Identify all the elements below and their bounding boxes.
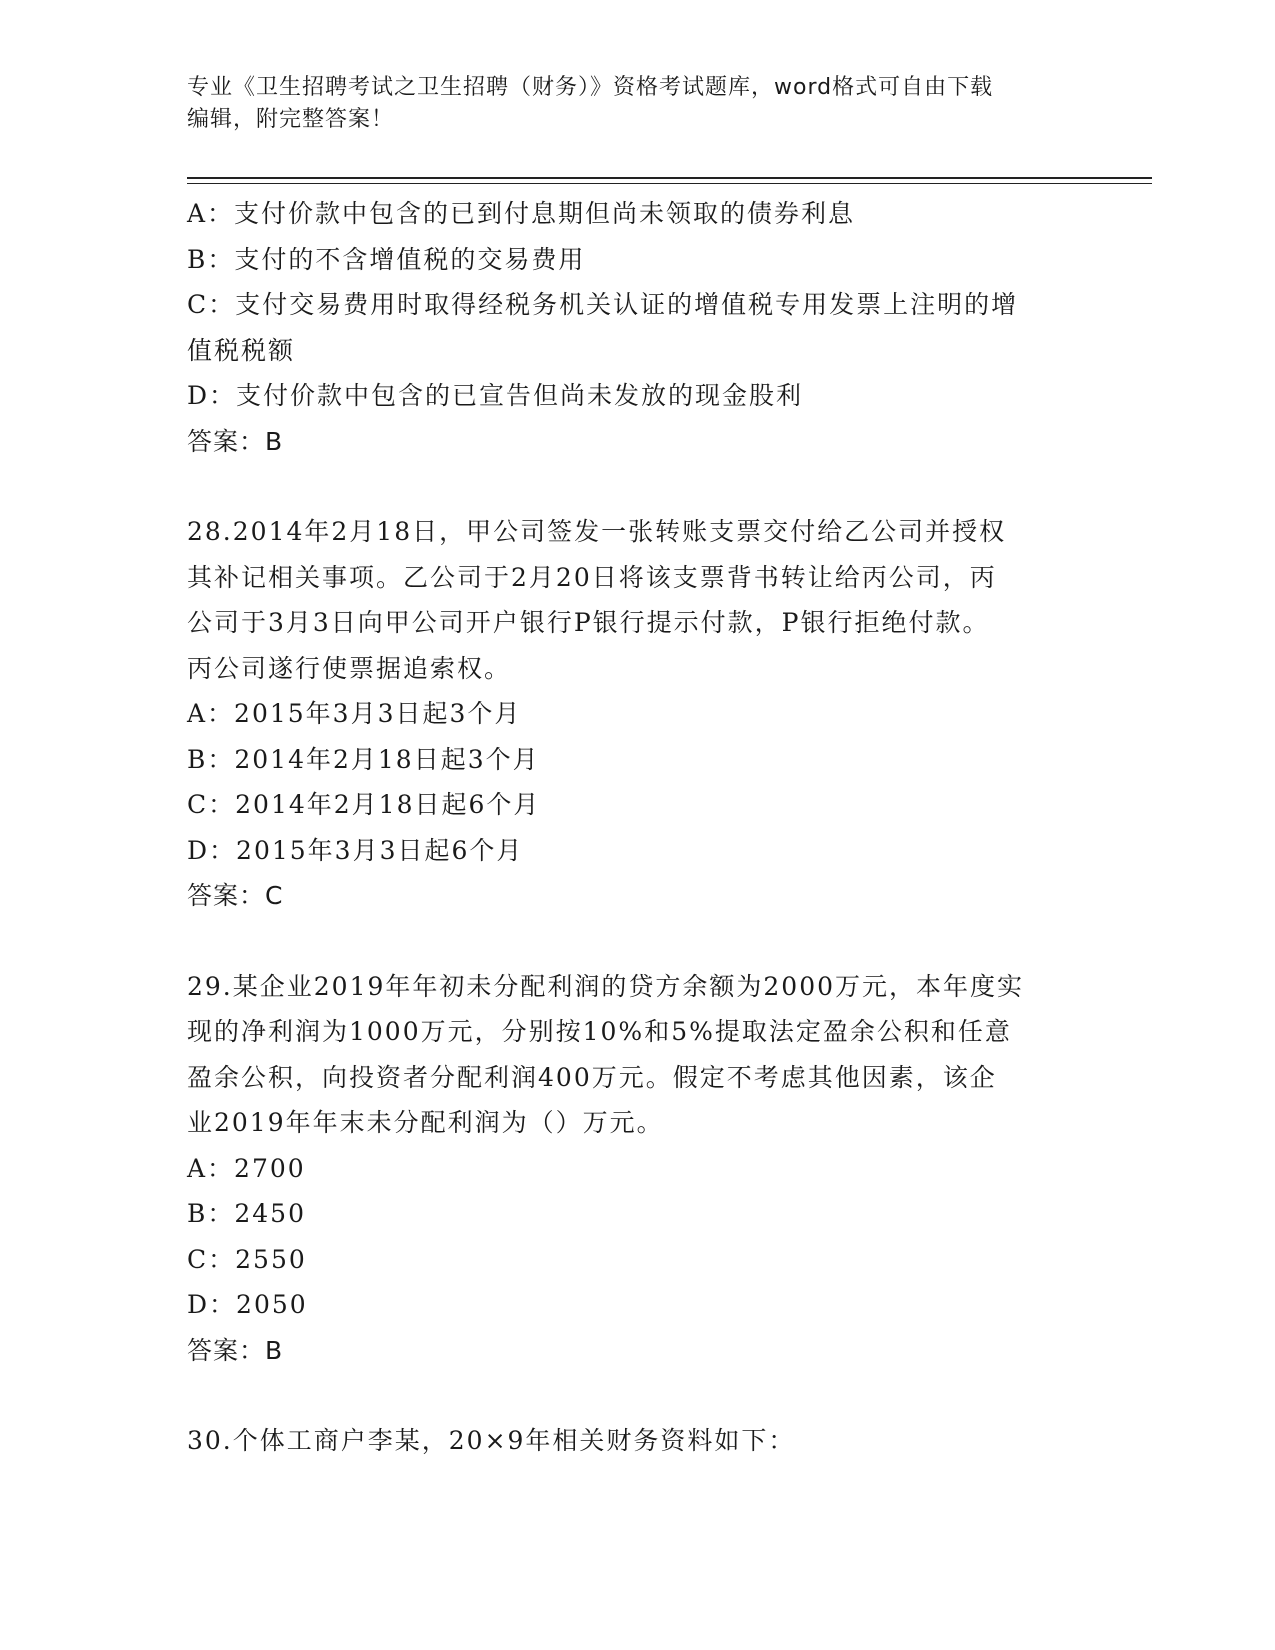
- question-stem-line: 其补记相关事项。乙公司于2月20日将该支票背书转让给丙公司，丙: [187, 562, 997, 592]
- answer-27: 答案：B: [187, 426, 284, 456]
- answer-28: 答案：C: [187, 881, 284, 910]
- document-header: [187, 72, 1087, 136]
- spacer: [187, 464, 1087, 509]
- question-27: [187, 191, 1087, 464]
- option-c: C：2014年2月18日起6个月: [187, 790, 541, 819]
- option-d: D：支付价款中包含的已宣告但尚未发放的现金股利: [187, 381, 804, 410]
- option-d: D：2050: [187, 1290, 308, 1319]
- spacer: [187, 1373, 1087, 1418]
- question-28: [187, 509, 1087, 919]
- question-stem-line: 公司于3月3日向甲公司开户银行P银行提示付款，P银行拒绝付款。: [187, 608, 990, 637]
- option-a: A：2700: [187, 1153, 306, 1183]
- option-c-line-1: C：支付交易费用时取得经税务机关认证的增值税专用发票上注明的增: [187, 290, 1019, 319]
- option-a: A：2015年3月3日起3个月: [187, 699, 522, 728]
- question-stem-line: 业2019年年末未分配利润为（）万元。: [187, 1108, 664, 1137]
- answer-29: 答案：B: [187, 1335, 284, 1365]
- option-b: B：2014年2月18日起3个月: [187, 744, 540, 774]
- question-30: [187, 1418, 1087, 1464]
- option-b: B：2450: [187, 1199, 306, 1228]
- header-line-2: 编辑，附完整答案！: [187, 107, 395, 132]
- question-stem-line: 30.个体工商户李某，20×9年相关财务资料如下：: [187, 1426, 796, 1455]
- option-d: D：2015年3月3日起6个月: [187, 835, 524, 865]
- option-c-line-2: 值税税额: [187, 335, 296, 365]
- question-stem-line: 现的净利润为1000万元，分别按10%和5%提取法定盈余公积和任意: [187, 1017, 1012, 1046]
- question-content: [187, 191, 1087, 1464]
- header-rule-thick: [187, 177, 1152, 179]
- question-stem-line: 29.某企业2019年年初未分配利润的贷方余额为2000万元，本年度实: [187, 971, 1025, 1001]
- option-b: B：支付的不含增值税的交易费用: [187, 244, 586, 274]
- question-stem-line: 丙公司遂行使票据追索权。: [187, 653, 512, 683]
- question-stem-line: 28.2014年2月18日，甲公司签发一张转账支票交付给乙公司并授权: [187, 517, 1007, 546]
- option-a: A：支付价款中包含的已到付息期但尚未领取的债券利息: [187, 199, 856, 228]
- option-c: C：2550: [187, 1244, 307, 1274]
- question-stem-line: 盈余公积，向投资者分配利润400万元。假定不考虑其他因素，该企: [187, 1062, 997, 1092]
- spacer: [187, 919, 1087, 964]
- header-rule-thin: [187, 183, 1152, 184]
- header-line-1: 专业《卫生招聘考试之卫生招聘（财务）》资格考试题库，word格式可自由下载: [187, 75, 994, 100]
- question-29: [187, 964, 1087, 1374]
